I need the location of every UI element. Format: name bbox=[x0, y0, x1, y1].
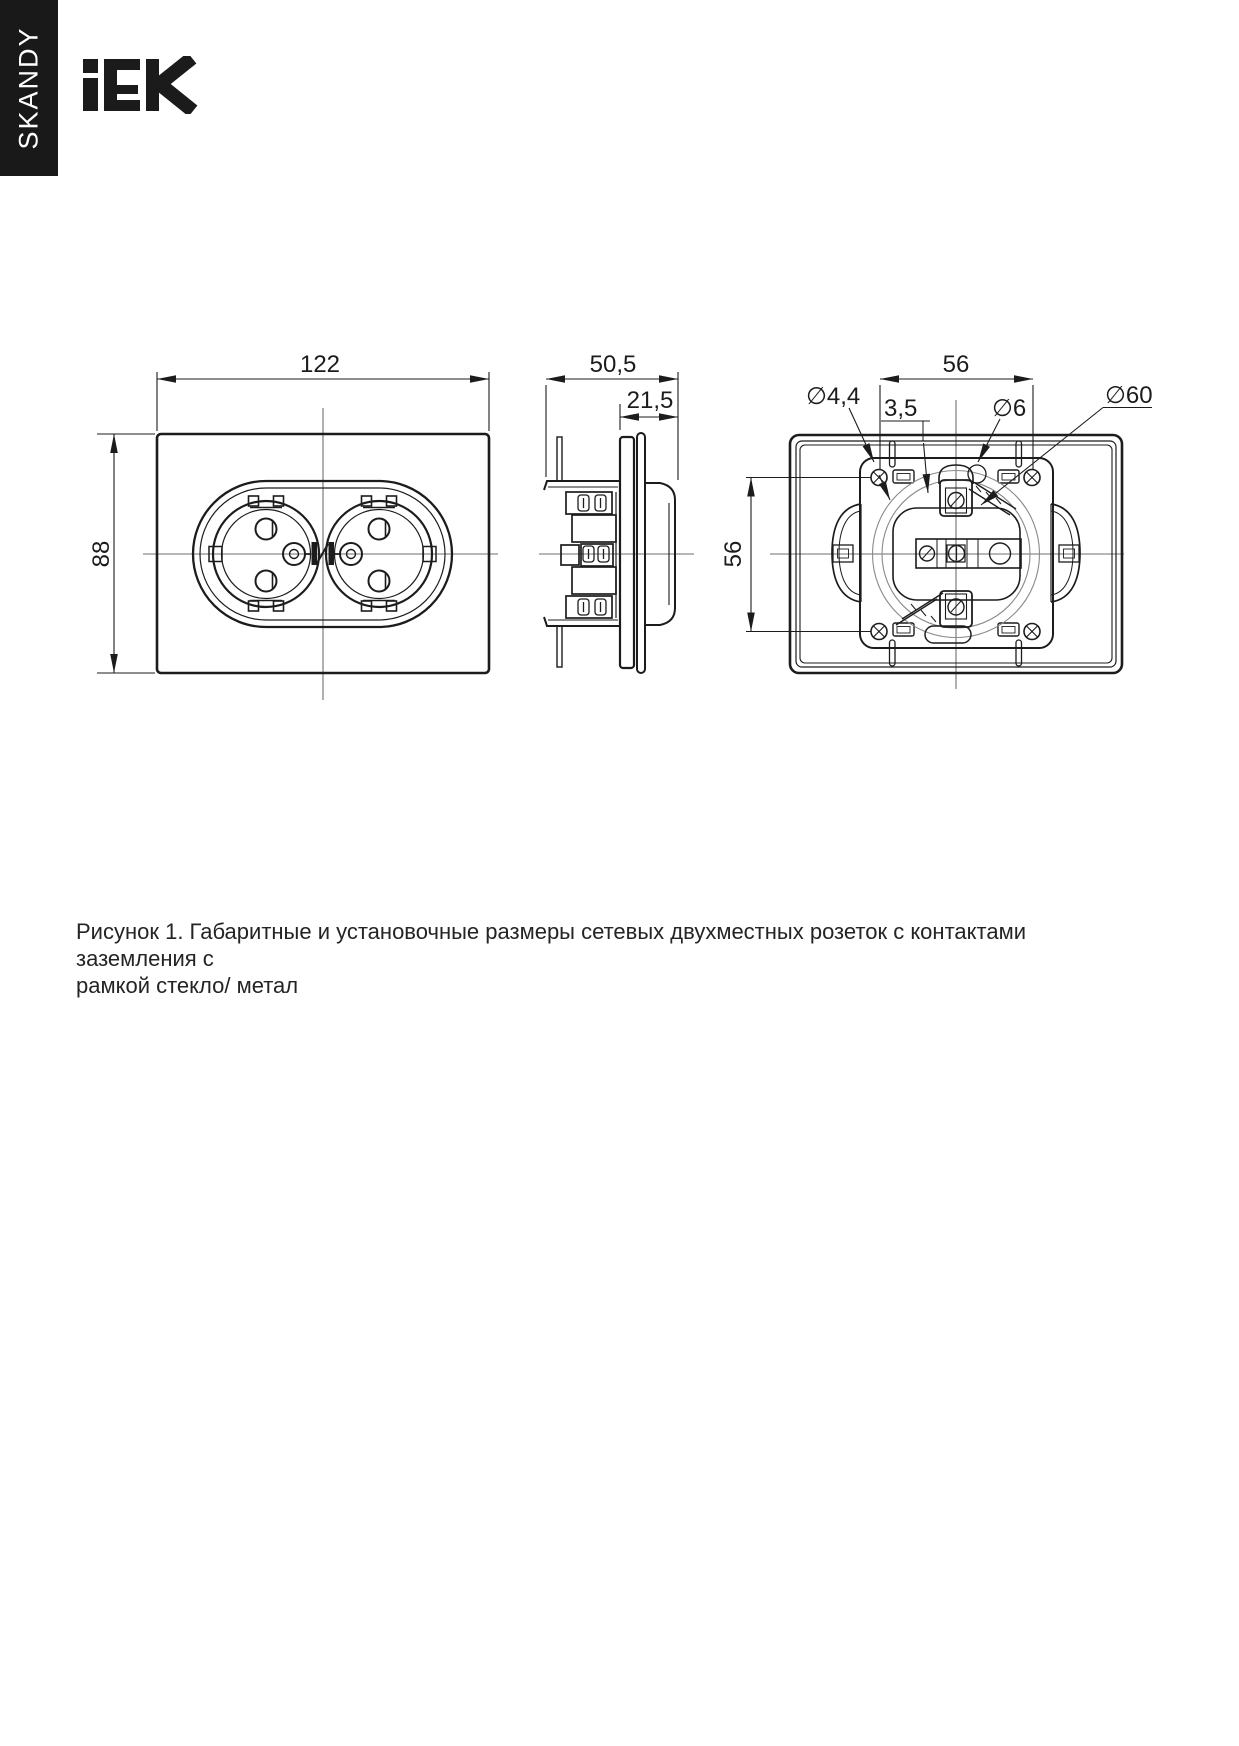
side-view bbox=[539, 351, 694, 673]
figure-caption-line2: рамкой стекло/ метал bbox=[76, 973, 299, 998]
back-view bbox=[720, 351, 1153, 689]
dim-back-mount-height: 56 bbox=[720, 540, 747, 568]
dim-front-height: 88 bbox=[88, 540, 115, 568]
dim-back-box-dia: ∅60 bbox=[1105, 382, 1153, 409]
side-top-bracket bbox=[544, 481, 620, 490]
dim-back-slot-width: 3,5 bbox=[884, 395, 918, 422]
dim-front-width: 122 bbox=[299, 351, 341, 378]
dim-back-hole-dia: ∅6 bbox=[992, 395, 1027, 422]
dim-back-mount-width: 56 bbox=[942, 351, 970, 378]
side-claw-strip-top bbox=[557, 437, 562, 481]
front-view bbox=[88, 351, 498, 700]
side-claw-strip-bottom bbox=[557, 626, 562, 667]
dim-side-cover-depth: 21,5 bbox=[626, 387, 674, 414]
dim-back-screw-hole: ∅4,4 bbox=[806, 383, 861, 410]
side-frame-plate bbox=[637, 433, 645, 673]
figure-caption-line1: Рисунок 1. Габаритные и установочные размеры сетевых двухместных розеток с контактами заземления с bbox=[76, 919, 1026, 971]
brand-tab-label: SKANDY bbox=[13, 26, 44, 150]
back-claw-right bbox=[1051, 504, 1080, 602]
side-support-plate bbox=[620, 437, 634, 668]
side-terminal-screws bbox=[578, 495, 609, 615]
back-claw-left bbox=[832, 504, 861, 602]
figure-caption bbox=[76, 918, 1136, 999]
dim-side-depth: 50,5 bbox=[589, 351, 637, 378]
